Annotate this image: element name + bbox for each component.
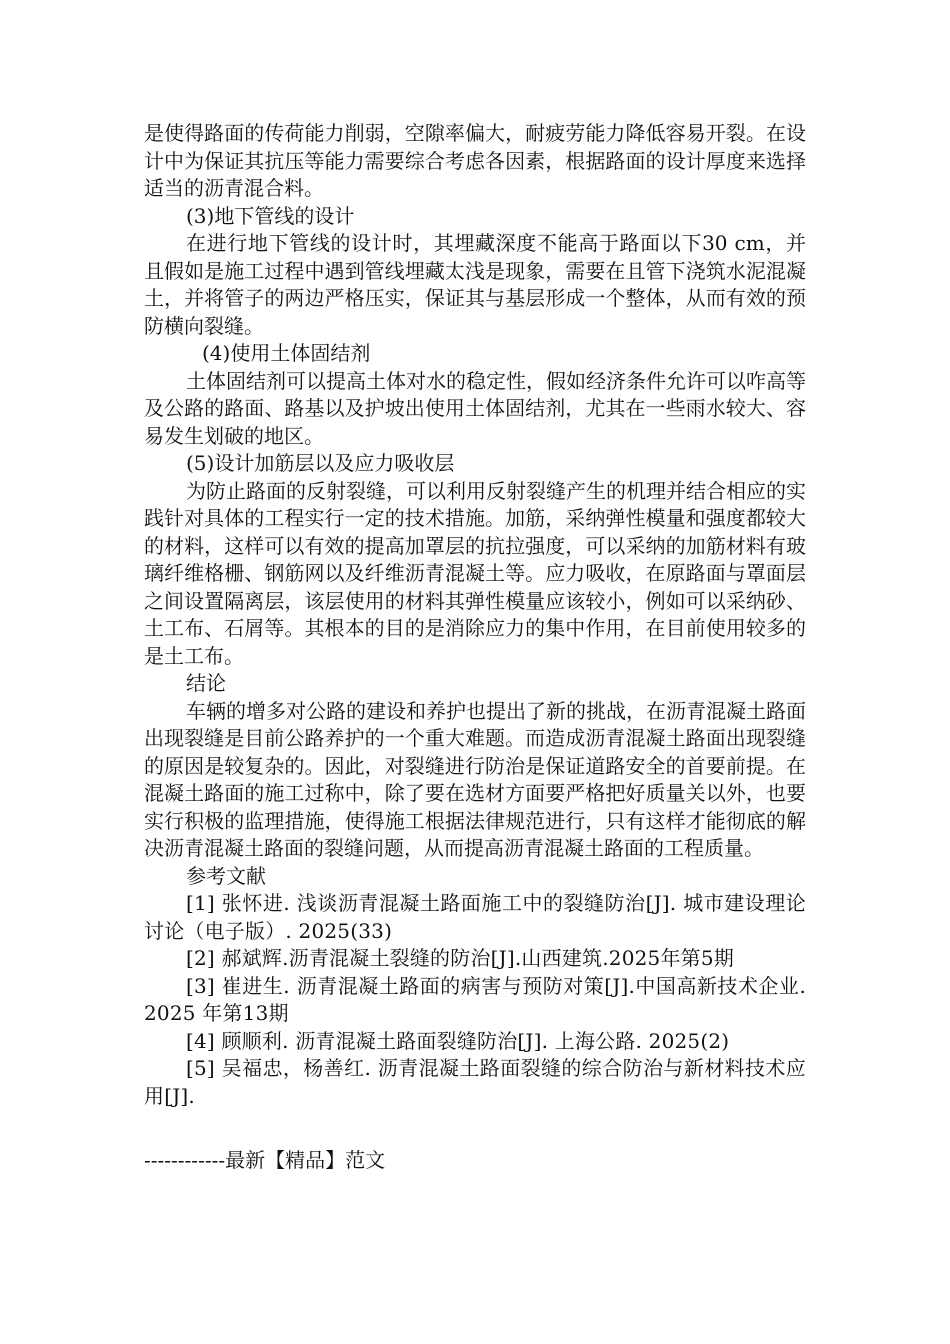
body-paragraph: 车辆的增多对公路的建设和养护也提出了新的挑战，在沥青混凝土路面出现裂缝是目前公路养护的一个重大难题。而造成沥青混凝土路面出现裂缝的原因是较复杂的。因此，对裂缝进行防治是保证道路安全的首要前提。在混凝土路面的施工过称中，除了要在选材方面要严格把好质量关以外，也要实行积极的监理措施，使得施工根据法律规范进行，只有这样才能彻底的解决沥青混凝土路面的裂缝问题，从而提高沥青混凝土路面的工程质量。 [144, 698, 806, 860]
body-paragraph: 在进行地下管线的设计时，其埋藏深度不能高于路面以下30 cm，并且假如是施工过程中遇到管线埋藏太浅是现象，需要在且管下浇筑水泥混凝土，并将管子的两边严格压实，保证其与基层形成一个整体，从而有效的预防横向裂缝。 [144, 231, 806, 338]
body-paragraph: 土体固结剂可以提高土体对水的稳定性，假如经济条件允许可以咋高等及公路的路面、路基以及护坡出使用土体固结剂，尤其在一些雨水较大、容易发生划破的地区。 [144, 368, 806, 448]
body-paragraph: 是使得路面的传荷能力削弱，空隙率偏大，耐疲劳能力降低容易开裂。在设计中为保证其抗压等能力需要综合考虑各因素，根据路面的设计厚度来选择适当的沥青混合料。 [144, 121, 806, 200]
references-heading: 参考文献 [186, 863, 266, 888]
section-heading: (4)使用土体固结剂 [202, 341, 371, 365]
body-paragraph: 为防止路面的反射裂缝，可以利用反射裂缝产生的机理并结合相应的实践针对具体的工程实行一定的技术措施。加筋，采纳弹性模量和强度都较大的材料，这样可以有效的提高加罩层的抗拉强度，可以采纳的加筋材料有玻璃纤维格栅、钢筋网以及纤维沥青混凝土等。应力吸收，在原路面与罩面层之间设置隔离层，该层使用的材料其弹性模量应该较小，例如可以采纳砂、土工布、石屑等。其根本的目的是消除应力的集中作用，在目前使用较多的是土工布。 [144, 478, 806, 668]
conclusion-heading: 结论 [186, 671, 226, 695]
reference-item: [4] 顾顺利. 沥青混凝土路面裂缝防治[J]. 上海公路. 2025(2) [186, 1028, 730, 1053]
section-heading: (3)地下管线的设计 [186, 203, 355, 228]
page-footer: ------------最新【精品】范文 [144, 1148, 386, 1172]
reference-item: [5] 吴福忠，杨善红. 沥青混凝土路面裂缝的综合防治与新材料技术应用[J]. [144, 1056, 806, 1108]
reference-item: [2] 郝斌辉.沥青混凝土裂缝的防治[J].山西建筑.2025年第5期 [186, 946, 735, 970]
section-heading: (5)设计加筋层以及应力吸收层 [186, 451, 455, 475]
reference-item: [1] 张怀进. 浅谈沥青混凝土路面施工中的裂缝防治[J]. 城市建设理论讨论（电子版）. 2025(33) [144, 891, 806, 943]
reference-item: [3] 崔进生. 沥青混凝土路面的病害与预防对策[J].中国高新技术企业.2025 年第13期 [144, 973, 806, 1025]
document-body [144, 120, 806, 1110]
